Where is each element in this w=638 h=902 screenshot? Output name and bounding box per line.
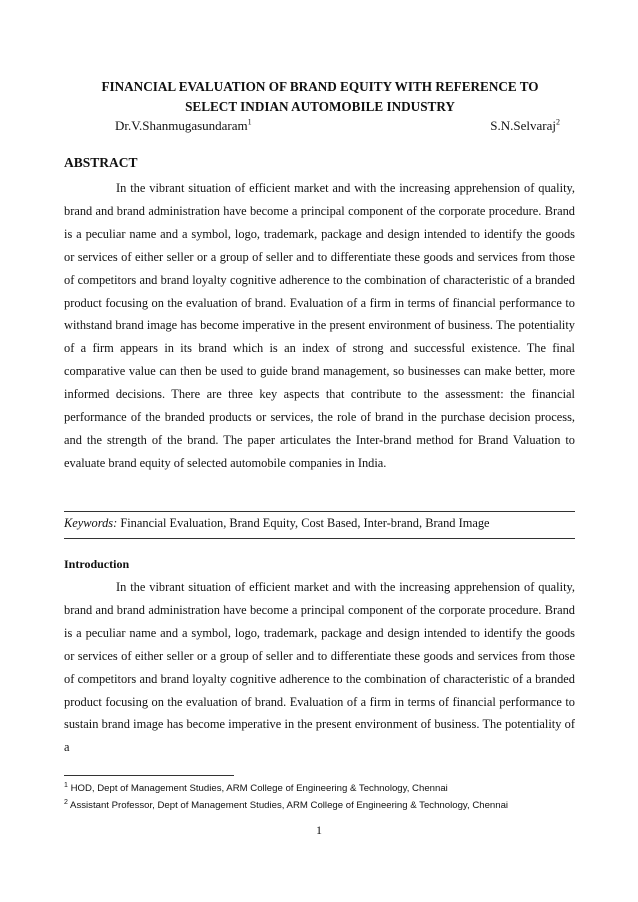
footnotes: [64, 781, 508, 814]
footnote-1-mark: 1: [64, 781, 68, 789]
introduction-paragraph: [64, 576, 575, 759]
title-line-1: FINANCIAL EVALUATION OF BRAND EQUITY WITH REFERENCE TO: [101, 79, 539, 94]
abstract-text: In the vibrant situation of efficient market and with the increasing apprehension of quality, brand and brand administration have become a principal component of the corporate procedure. Brand is a peculiar name and a symbol, logo, trademark, package and design intended to identify the goods or services of either seller or a group of seller and to differentiate these goods and services from those of competitors and brand loyalty cognitive adherence to the combination of characteristic of a branded product focusing on the evaluation of brand. Evaluation of a firm in terms of financial performance to withstand brand image has become imperative in the present environment of business. The potentiality of a firm appears in its brand which is an index of strong and successful existence. The final comparative value can then be used to guide brand management, so businesses can make better, more informed decisions. There are three key aspects that contribute to the assessment: the financial performance of the branded products or services, the role of brand in the purchase decision process, and the strength of the brand. The paper articulates the Inter-brand method for Brand Valuation to evaluate brand equity of selected automobile companies in India.: [64, 181, 575, 470]
footnote-2: [64, 798, 508, 815]
title-line-2: SELECT INDIAN AUTOMOBILE INDUSTRY: [185, 99, 455, 114]
author-1-mark: 1: [247, 117, 252, 127]
paper-title: [64, 77, 576, 117]
author-1-name: Dr.V.Shanmugasundaram: [115, 118, 248, 133]
footnote-2-mark: 2: [64, 798, 68, 806]
author-2-name: S.N.Selvaraj: [490, 118, 556, 133]
abstract-paragraph: [64, 177, 575, 475]
introduction-heading: Introduction: [64, 557, 130, 571]
introduction-text: In the vibrant situation of efficient market and with the increasing apprehension of quality, brand and brand administration have become a principal component of the corporate procedure. Brand is a peculiar name and a symbol, logo, trademark, package and design intended to identify the goods or services of either seller or a group of seller and to differentiate these goods and services from those of competitors and brand loyalty cognitive adherence to the combination of characteristic of a branded product focusing on the evaluation of brand. Evaluation of a firm in terms of financial performance to sustain brand image has become imperative in the present environment of business. The potentiality of a: [64, 580, 575, 755]
author-2-mark: 2: [556, 117, 560, 127]
abstract-heading: ABSTRACT: [64, 155, 138, 170]
keywords-rule-top: [64, 511, 575, 512]
keywords-line: [64, 514, 490, 532]
keywords-label: Keywords:: [64, 516, 118, 530]
keywords-rule-bottom: [64, 538, 575, 539]
footnote-1-text: HOD, Dept of Management Studies, ARM College of Engineering & Technology, Chennai: [70, 783, 448, 794]
author-1: [115, 118, 252, 134]
footnote-2-text: Assistant Professor, Dept of Management Studies, ARM College of Engineering & Technology, Chennai: [70, 799, 509, 811]
footnote-1: [64, 781, 508, 798]
author-2: [490, 118, 560, 134]
keywords-text: Financial Evaluation, Brand Equity, Cost Based, Inter-brand, Brand Image: [120, 516, 490, 530]
page-number: 1: [316, 823, 322, 837]
footnote-rule: [64, 775, 234, 776]
